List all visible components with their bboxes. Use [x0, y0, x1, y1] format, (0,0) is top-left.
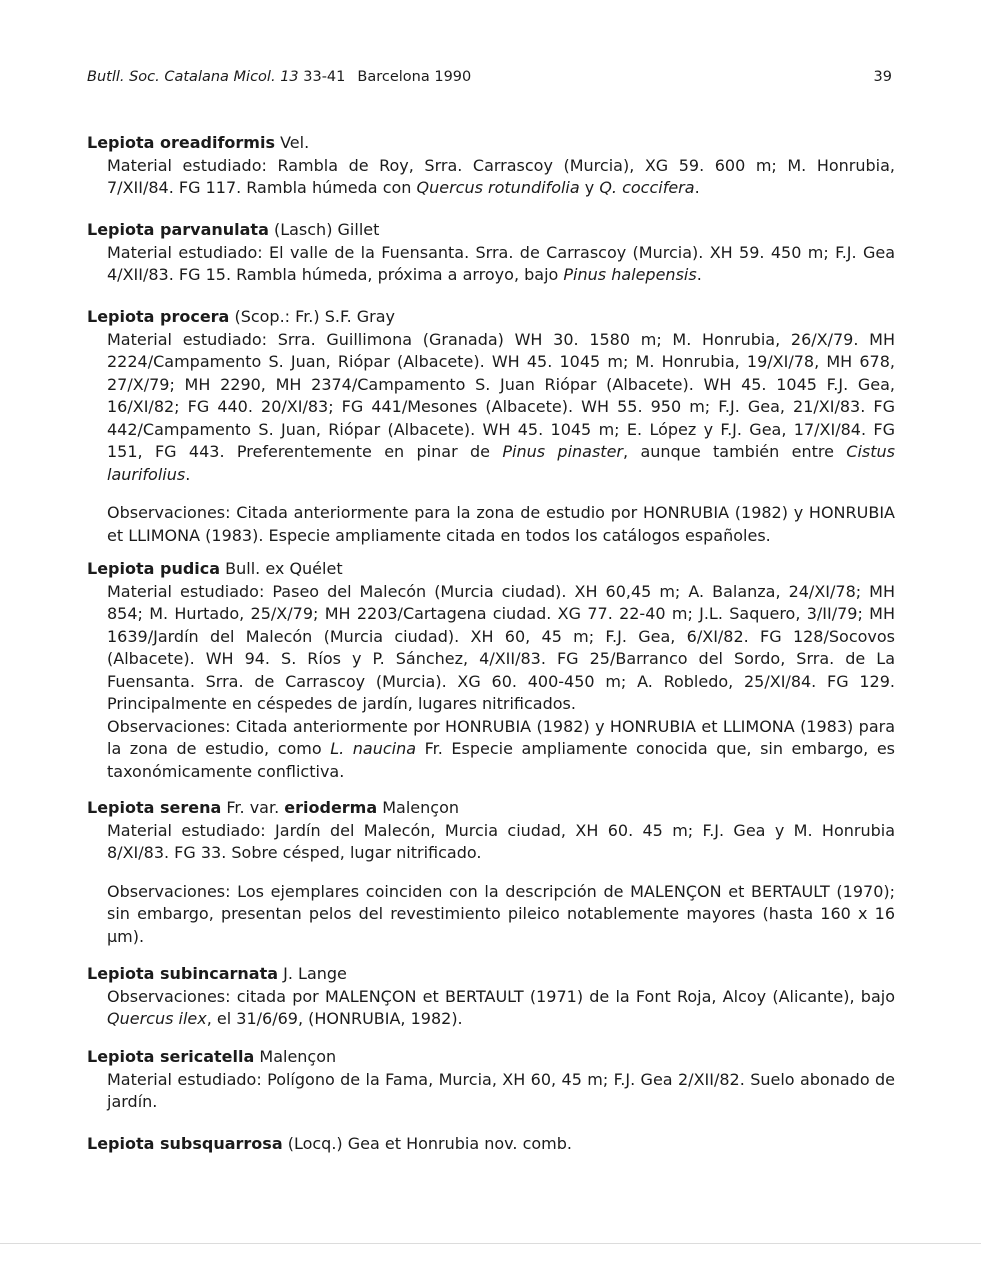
journal-place-year: Barcelona 1990 [357, 69, 472, 85]
taxon-authority: Malençon [254, 1047, 337, 1066]
page-number: 39 [873, 69, 892, 85]
species-entry-oreadiformis [87, 132, 895, 200]
species-italic: Q. coccifera [599, 178, 695, 197]
species-heading [87, 797, 895, 820]
species-italic: L. naucina [330, 739, 417, 758]
species-italic: Quercus rotundifolia [416, 178, 580, 197]
observations [87, 986, 895, 1031]
taxon-authority: (Locq.) Gea et Honrubia nov. comb. [282, 1134, 572, 1153]
taxon-authority: Vel. [274, 133, 310, 152]
species-heading [87, 1046, 895, 1069]
material-text: Material estudiado: Srra. Guillimona (Granada) WH 30. 1580 m; M. Honrubia, 26/X/79. MH 2224/Campamento S. Juan, Riópar (Albacete). WH 45. 1045 m; M. Honrubia, 19/XI/78, MH 678, 27/X/79; MH 2290, MH 2374/Campamento S. Juan Riópar (Albacete). WH 45. 1045 F.J. Gea, 16/XI/82; FG 440. 20/XI/83; FG 441/Mesones (Albacete). WH 55. 950 m; F.J. Gea, 21/XI/83. FG 442/Campamento S. Juan, Riópar (Albacete). WH 45. 1045 m; E. López y F.J. Gea, 17/XI/84. FG 151, FG 443. Preferentemente en pinar de [107, 329, 895, 461]
observations-text: Observaciones: citada por MALENÇON et BERTAULT (1971) de la Font Roja, Alcoy (Alicante), bajo [107, 986, 895, 1006]
taxon-name: Lepiota oreadiformis [87, 133, 275, 152]
material-text: Material estudiado: Rambla de Roy, Srra. Carrascoy (Murcia), XG 59. 600 m; M. Honrubia, 7/XII/84. FG 117. Rambla húmeda con [107, 155, 895, 197]
scan-edge-line [0, 1243, 981, 1244]
taxon-authority: Malençon [377, 798, 460, 817]
taxon-name: Lepiota sericatella [87, 1047, 255, 1066]
species-entry-pudica [87, 558, 895, 783]
taxon-name: Lepiota subincarnata [87, 964, 279, 983]
taxon-name: Lepiota subsquarrosa [87, 1134, 283, 1153]
running-head-citation [87, 67, 471, 87]
material-text: , aunque también entre [623, 442, 847, 461]
species-heading [87, 219, 895, 242]
material-studied [87, 242, 895, 287]
material-text: . [694, 178, 700, 197]
observations [87, 716, 895, 784]
observations: Observaciones: Los ejemplares coinciden con la descripción de MALENÇON et BERTAULT (1970); sin embargo, presentan pelos del revestimiento pileico notablemente mayores (hasta 160 x 16 µm). [107, 881, 895, 946]
taxon-authority: J. Lange [278, 964, 347, 983]
observations-text: , el 31/6/69, (HONRUBIA, 1982). [206, 1009, 463, 1028]
species-entry-sericatella [87, 1046, 895, 1114]
taxon-authority: (Scop.: Fr.) S.F. Gray [229, 307, 396, 326]
species-heading [87, 132, 895, 155]
species-heading [87, 963, 895, 986]
journal-pages: 33-41 [303, 69, 346, 85]
species-entry-subincarnata [87, 963, 895, 1031]
species-italic: Quercus ilex [107, 1009, 207, 1028]
material-text: Material estudiado: El valle de la Fuensanta. Srra. de Carrascoy (Murcia). XH 59. 450 m; F.J. Gea 4/XII/83. FG 15. Rambla húmeda, próxima a arroyo, bajo [107, 242, 895, 284]
taxon-name: Lepiota procera [87, 307, 230, 326]
journal-title: Butll. Soc. Catalana Micol. [87, 69, 276, 85]
species-italic: Pinus halepensis [563, 265, 697, 284]
observations: Observaciones: Citada anteriormente para la zona de estudio por HONRUBIA (1982) y HONRUBIA et LLIMONA (1983). Especie ampliamente citada en todos los catálogos españoles. [107, 503, 895, 545]
running-head [87, 67, 892, 91]
species-italic: Cistus laurifolius [107, 442, 895, 484]
material-studied: Material estudiado: Polígono de la Fama, Murcia, XH 60, 45 m; F.J. Gea 2/XII/82. Suelo abonado de jardín. [107, 1069, 895, 1111]
taxon-authority: Bull. ex Quélet [220, 559, 343, 578]
species-entry-procera [87, 306, 895, 547]
variety-name: erioderma [284, 798, 378, 817]
taxon-name: Lepiota pudica [87, 559, 221, 578]
species-heading [87, 306, 895, 329]
taxon-name: Lepiota parvanulata [87, 220, 269, 239]
material-studied [87, 155, 895, 200]
journal-volume: 13 [280, 69, 299, 85]
taxon-name: Lepiota serena [87, 798, 222, 817]
species-heading [87, 558, 895, 581]
taxon-authority: (Lasch) Gillet [268, 220, 380, 239]
material-studied: Material estudiado: Paseo del Malecón (Murcia ciudad). XH 60,45 m; A. Balanza, 24/XI/78; MH 854; M. Hurtado, 25/X/79; MH 2203/Cartagena ciudad. XG 77. 22-40 m; J.L. Saquero, 3/II/79; MH 1639/Jardín del Malecón (Murcia ciudad). XH 60, 45 m; F.J. Gea, 6/XI/82. FG 128/Socovos (Albacete). WH 94. S. Ríos y P. Sánchez, 4/XII/83. FG 25/Barranco del Sordo, Srra. de La Fuensanta. Srra. de Carrascoy (Murcia). XG 60. 400-450 m; A. Robledo, 25/XI/84. FG 129. Principalmente en céspedes de jardín, lugares nitrificados. [107, 581, 895, 713]
material-text: . [696, 265, 702, 284]
taxon-authority: Fr. var. [221, 798, 285, 817]
species-entry-parvanulata [87, 219, 895, 287]
species-entry-subsquarrosa [87, 1133, 895, 1156]
species-heading [87, 1133, 895, 1156]
material-text: y [579, 178, 600, 197]
species-italic: Pinus pinaster [502, 442, 623, 461]
observations-text: Observaciones: Citada anteriormente por HONRUBIA (1982) y HONRUBIA et LLIMONA (1983) para la zona de estudio, como [107, 716, 895, 758]
material-studied: Material estudiado: Jardín del Malecón, Murcia ciudad, XH 60. 45 m; F.J. Gea y M. Honrubia 8/XI/83. FG 33. Sobre césped, lugar nitrificado. [107, 820, 895, 862]
material-text: . [185, 464, 191, 484]
species-entry-serena [87, 797, 895, 948]
material-studied [87, 329, 895, 487]
observations-text: Fr. Especie ampliamente conocida que, sin embargo, es taxonómicamente conflictiva. [107, 739, 896, 781]
